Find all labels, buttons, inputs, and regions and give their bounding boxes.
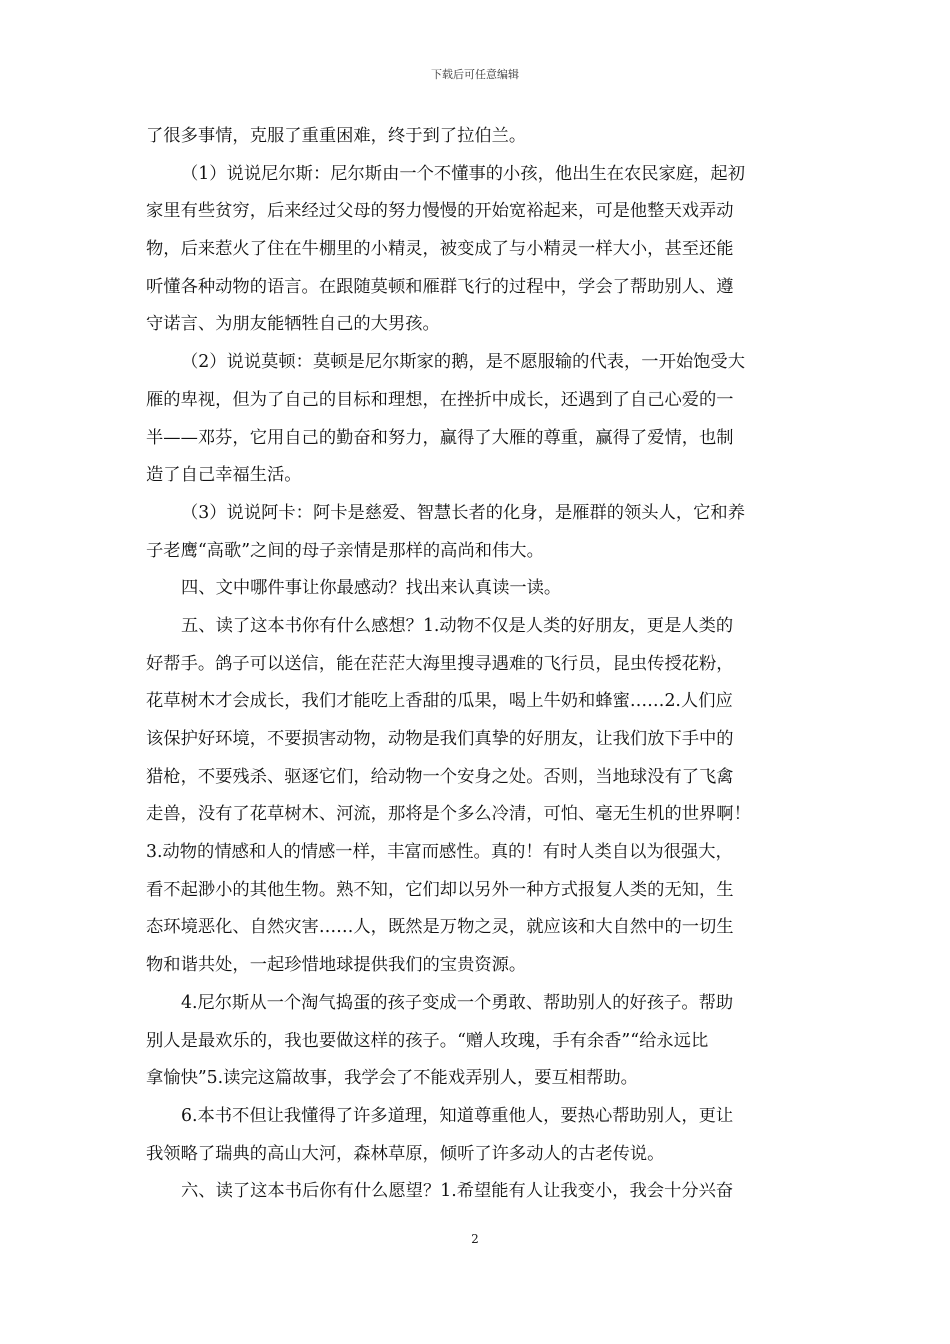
text-line: 五、读了这本书你有什么感想？1.动物不仅是人类的好朋友，更是人类的 — [181, 615, 734, 636]
text-line: 子老鹰“高歌”之间的母子亲情是那样的高尚和伟大。 — [146, 540, 544, 561]
text-line: 6.本书不但让我懂得了许多道理，知道尊重他人，要热心帮助别人，更让 — [181, 1105, 734, 1126]
text-line: 半——邓芬，它用自己的勤奋和努力，赢得了大雁的尊重，赢得了爱情，也制 — [146, 427, 734, 448]
page-number: 2 — [471, 1232, 479, 1246]
text-line: 态环境恶化、自然灾害……人，既然是万物之灵，就应该和大自然中的一切生 — [146, 917, 734, 938]
text-line: 四、文中哪件事让你最感动？找出来认真读一读。 — [181, 578, 562, 599]
text-line: 家里有些贫穷，后来经过父母的努力慢慢的开始宽裕起来，可是他整天戏弄动 — [146, 201, 734, 222]
text-line: 4.尼尔斯从一个淘气捣蛋的孩子变成一个勇敢、帮助别人的好孩子。帮助 — [181, 992, 734, 1013]
text-line: 看不起渺小的其他生物。熟不知，它们却以另外一种方式报复人类的无知，生 — [146, 879, 734, 900]
text-line: （2）说说莫顿：莫顿是尼尔斯家的鹅，是不愿服输的代表，一开始饱受大 — [181, 352, 745, 373]
text-line: 猎枪，不要残杀、驱逐它们，给动物一个安身之处。否则，当地球没有了飞禽 — [146, 766, 734, 787]
text-line: （3）说说阿卡：阿卡是慈爱、智慧长者的化身，是雁群的领头人，它和养 — [181, 502, 745, 523]
text-line: 听懂各种动物的语言。在跟随莫顿和雁群飞行的过程中，学会了帮助别人、遵 — [146, 276, 734, 297]
page-header: 下载后可任意编辑 — [431, 68, 519, 81]
text-line: （1）说说尼尔斯：尼尔斯由一个不懂事的小孩，他出生在农民家庭，起初 — [181, 163, 745, 184]
text-line: 别人是最欢乐的，我也要做这样的孩子。“赠人玫瑰，手有余香”“给永远比 — [146, 1030, 709, 1051]
text-line: 花草树木才会成长，我们才能吃上香甜的瓜果，喝上牛奶和蜂蜜……2.人们应 — [146, 691, 733, 712]
text-line: 雁的卑视，但为了自己的目标和理想，在挫折中成长，还遇到了自己心爱的一 — [146, 389, 734, 410]
document-body — [146, 118, 816, 1211]
text-line: 走兽，没有了花草树木、河流，那将是个多么冷清，可怕、毫无生机的世界啊！ — [146, 804, 751, 825]
text-line: 3.动物的情感和人的情感一样，丰富而感性。真的！有时人类自以为很强大， — [146, 842, 733, 863]
text-line: 物，后来惹火了住在牛棚里的小精灵，被变成了与小精灵一样大小，甚至还能 — [146, 239, 734, 260]
text-line: 该保护好环境，不要损害动物，动物是我们真挚的好朋友，让我们放下手中的 — [146, 729, 734, 749]
text-line: 造了自己幸福生活。 — [146, 465, 302, 486]
text-line: 拿愉快”5.读完这篇故事，我学会了不能戏弄别人，要互相帮助。 — [146, 1068, 638, 1089]
text-line: 我领略了瑞典的高山大河，森林草原，倾听了许多动人的古老传说。 — [146, 1143, 665, 1164]
text-line: 好帮手。鸽子可以送信，能在茫茫大海里搜寻遇难的飞行员，昆虫传授花粉， — [146, 653, 734, 674]
text-line: 物和谐共处，一起珍惜地球提供我们的宝贵资源。 — [146, 955, 527, 976]
text-line: 守诺言、为朋友能牺牲自己的大男孩。 — [146, 314, 440, 335]
text-line: 六、读了这本书后你有什么愿望？1.希望能有人让我变小，我会十分兴奋 — [181, 1181, 734, 1202]
text-line: 了很多事情，克服了重重困难，终于到了拉伯兰。 — [146, 126, 527, 146]
